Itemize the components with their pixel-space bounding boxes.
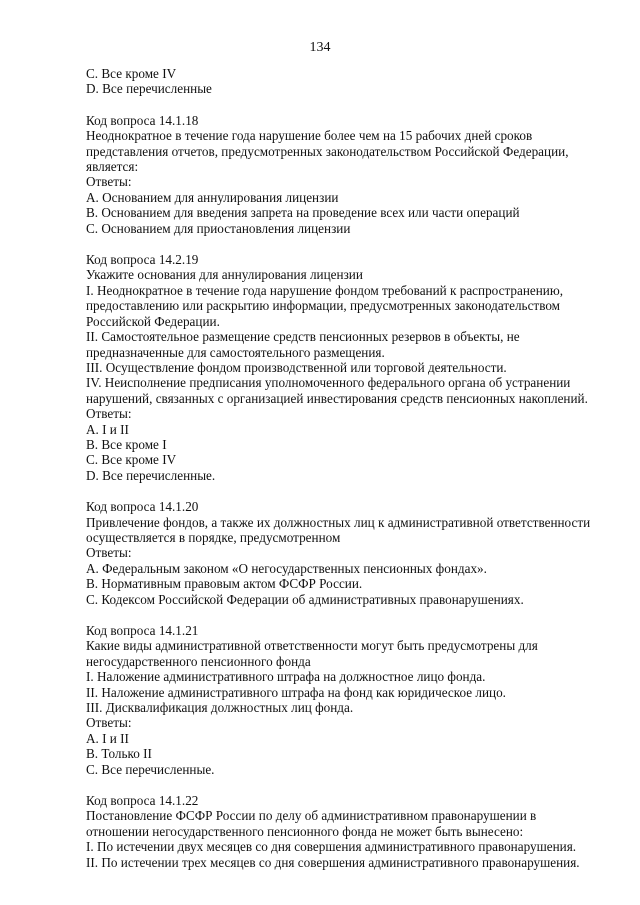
option-line: предоставлению или раскрытию информации, предусмотренных законодательством (86, 298, 561, 314)
option-line: нарушений, связанных с организацией инвестирования средств пенсионных накоплений. (86, 390, 588, 406)
question-block-14-1-21 (86, 623, 586, 777)
question-text-line: Укажите основания для аннулирования лицензии (86, 267, 363, 283)
answers-label: Ответы: (86, 715, 132, 731)
question-text-line: Привлечение фондов, а также их должностных лиц к административной ответственности (86, 514, 591, 530)
question-code: Код вопроса 14.2.19 (86, 252, 199, 268)
question-block-14-1-22 (86, 793, 586, 870)
answer-line: D. Все перечисленные. (86, 467, 216, 483)
answer-line: А. Федеральным законом «О негосударственных пенсионных фондах». (86, 560, 487, 576)
answer-line: А. Основанием для аннулирования лицензии (86, 189, 339, 205)
question-text-line: негосударственного пенсионного фонда (86, 653, 311, 669)
answer-line: В. Нормативным правовым актом ФСФР России. (86, 576, 363, 592)
question-code: Код вопроса 14.1.21 (86, 623, 199, 638)
question-text-line: представления отчетов, предусмотренных законодательством Российской Федерации, (86, 143, 569, 159)
question-text-line: Постановление ФСФР России по делу об административном правонарушении в (86, 808, 537, 824)
question-code: Код вопроса 14.1.22 (86, 793, 199, 809)
question-block-14-2-19 (86, 252, 586, 483)
option-line: предназначенные для самостоятельного размещения. (86, 344, 385, 360)
page-number: 134 (309, 40, 331, 55)
answers-label: Ответы: (86, 174, 132, 190)
answer-line: В. Только II (86, 746, 152, 762)
option-line: I. Наложение административного штрафа на должностное лицо фонда. (86, 669, 486, 685)
answer-line: D. Все перечисленные (86, 81, 212, 97)
option-line: IV. Неисполнение предписания уполномоченного федерального органа об устранении (86, 375, 571, 391)
option-line: III. Дисквалификация должностных лиц фонда. (86, 700, 354, 716)
answer-line: С. Все перечисленные. (86, 761, 215, 777)
option-line: III. Осуществление фондом производственной или торговой деятельности. (86, 359, 507, 375)
question-text-line: Неоднократное в течение года нарушение более чем на 15 рабочих дней сроков (86, 128, 533, 144)
question-text-line: отношении негосударственного пенсионного фонда не может быть вынесено: (86, 823, 524, 839)
question-block-14-1-18 (86, 113, 586, 236)
option-line: I. По истечении двух месяцев со дня совершения административного правонарушения. (86, 839, 577, 855)
option-line: Российской Федерации. (86, 313, 220, 329)
question-text-line: Какие виды административной ответственности могут быть предусмотрены для (86, 638, 538, 654)
answer-line: С. Кодексом Российской Федерации об административных правонарушениях. (86, 591, 524, 607)
option-line: II. Наложение административного штрафа на фонд как юридическое лицо. (86, 684, 506, 700)
option-line: I. Неоднократное в течение года нарушение фондом требований к распространению, (86, 282, 564, 298)
answers-label: Ответы: (86, 545, 132, 561)
question-text-line: является: (86, 159, 139, 175)
answer-line: В. Основанием для введения запрета на проведение всех или части операций (86, 205, 520, 221)
question-code: Код вопроса 14.1.20 (86, 499, 199, 515)
answer-line: А. I и II (86, 730, 129, 746)
answer-line: С. Основанием для приостановления лицензии (86, 220, 351, 236)
option-line: II. Самостоятельное размещение средств пенсионных резервов в объекты, не (86, 329, 520, 345)
question-block-continuation (86, 66, 586, 97)
answer-line: C. Все кроме IV (86, 66, 177, 81)
answer-line: С. Все кроме IV (86, 452, 177, 468)
answer-line: А. I и II (86, 421, 129, 437)
question-text-line: осуществляется в порядке, предусмотренном (86, 529, 341, 545)
answer-line: В. Все кроме I (86, 436, 167, 452)
document-body (86, 66, 591, 870)
answers-label: Ответы: (86, 406, 132, 422)
option-line: II. По истечении трех месяцев со дня совершения административного правонарушения. (86, 854, 580, 870)
question-block-14-1-20 (86, 499, 591, 607)
question-code: Код вопроса 14.1.18 (86, 112, 199, 128)
